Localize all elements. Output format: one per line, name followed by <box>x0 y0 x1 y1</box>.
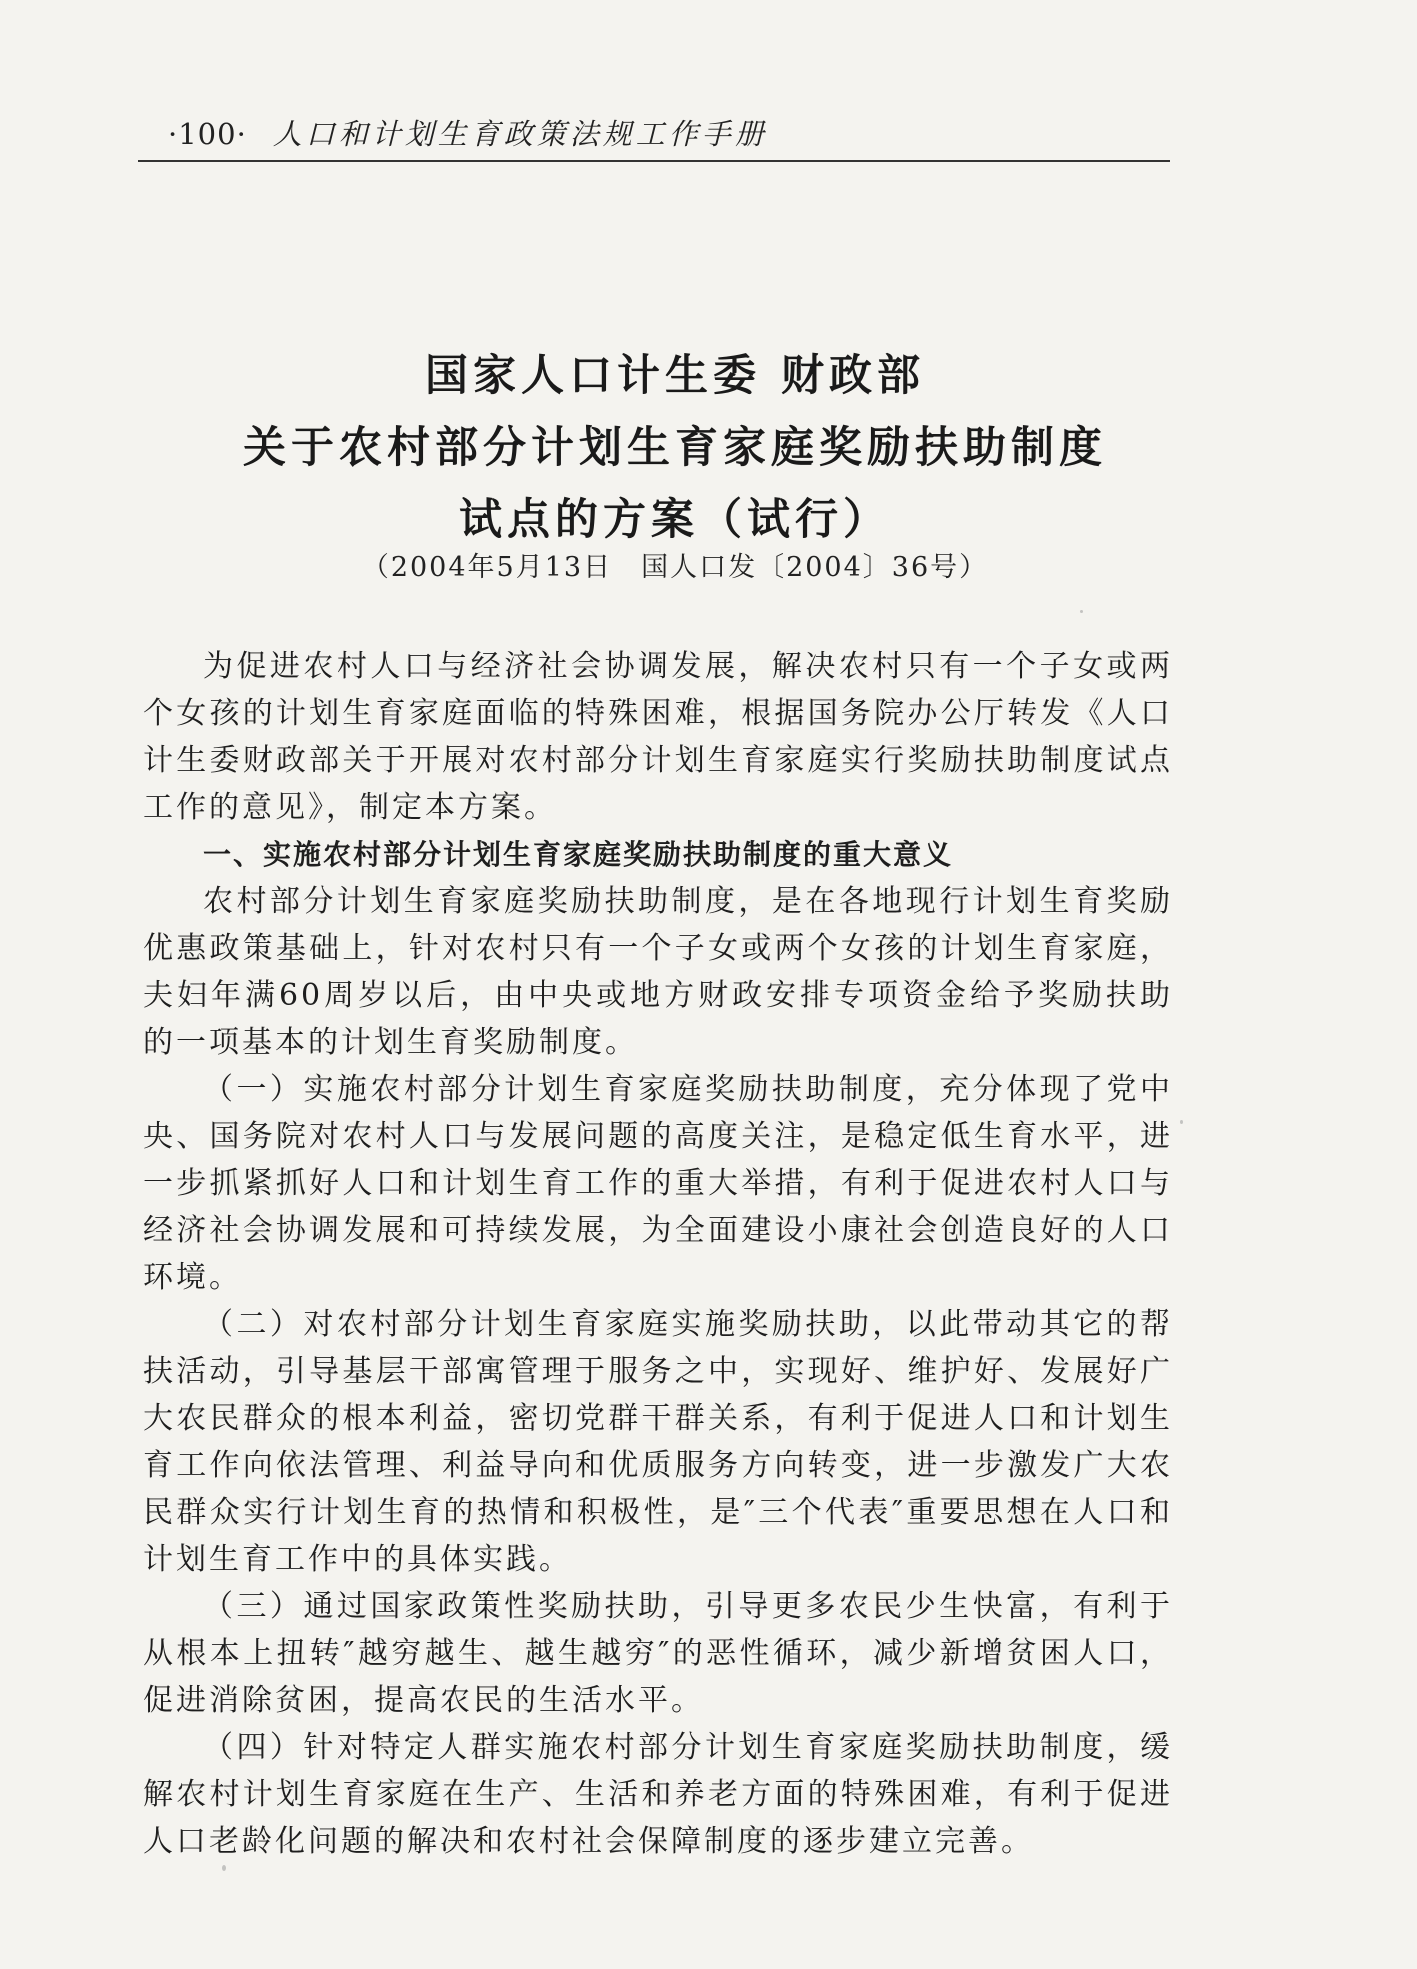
document-title <box>150 340 1200 556</box>
document-date-and-number: （2004年5月13日 国人口发〔2004〕36号） <box>361 552 989 583</box>
scan-speck <box>1080 610 1083 613</box>
paragraph: （二）对农村部分计划生育家庭实施奖励扶助，以此带动其它的帮扶活动，引导基层干部寓管理于服务之中，实现好、维护好、发展好广大农民群众的根本利益，密切党群干群关系，有利于促进人口和计划生育工作向依法管理、利益导向和优质服务方向转变，进一步激发广大农民群众实行计划生育的热情和积极性，是″三个代表″重要思想在人口和计划生育工作中的具体实践。 <box>143 1307 1173 1577</box>
paragraph: 农村部分计划生育家庭奖励扶助制度，是在各地现行计划生育奖励优惠政策基础上，针对农村只有一个子女或两个女孩的计划生育家庭，夫妇年满60周岁以后，由中央或地方财政安排专项资金给予奖励扶助的一项基本的计划生育奖励制度。 <box>143 884 1173 1060</box>
paragraph: （四）针对特定人群实施农村部分计划生育家庭奖励扶助制度，缓解农村计划生育家庭在生产、生活和养老方面的特殊困难，有利于促进人口老龄化问题的解决和农村社会保障制度的逐步建立完善。 <box>143 1730 1173 1859</box>
intro-paragraph: 为促进农村人口与经济社会协调发展，解决农村只有一个子女或两个女孩的计划生育家庭面临的特殊困难，根据国务院办公厅转发《人口计生委财政部关于开展对农村部分计划生育家庭实行奖励扶助制度试点工作的意见》，制定本方案。 <box>143 649 1173 825</box>
page-number: ·100· <box>168 117 247 151</box>
scan-speck <box>1180 1120 1183 1124</box>
header-rule <box>138 160 1170 162</box>
title-line-1: 国家人口计生委 财政部 <box>425 351 925 401</box>
title-line-2: 关于农村部分计划生育家庭奖励扶助制度 <box>243 423 1107 473</box>
scan-speck <box>222 1865 226 1871</box>
paragraph: （一）实施农村部分计划生育家庭奖励扶助制度，充分体现了党中央、国务院对农村人口与发展问题的高度关注，是稳定低生育水平，进一步抓紧抓好人口和计划生育工作的重大举措，有利于促进农村人口与经济社会协调发展和可持续发展，为全面建设小康社会创造良好的人口环境。 <box>143 1072 1173 1295</box>
book-title: 人口和计划生育政策法规工作手册 <box>272 117 768 151</box>
title-line-3: 试点的方案（试行） <box>459 495 891 545</box>
section-heading-1: 一、实施农村部分计划生育家庭奖励扶助制度的重大意义 <box>203 838 954 871</box>
document-body <box>143 643 1173 1865</box>
running-header <box>168 112 1168 156</box>
paragraph: （三）通过国家政策性奖励扶助，引导更多农民少生快富，有利于从根本上扭转″越穷越生、越生越穷″的恶性循环，减少新增贫困人口，促进消除贫困，提高农民的生活水平。 <box>143 1589 1173 1718</box>
